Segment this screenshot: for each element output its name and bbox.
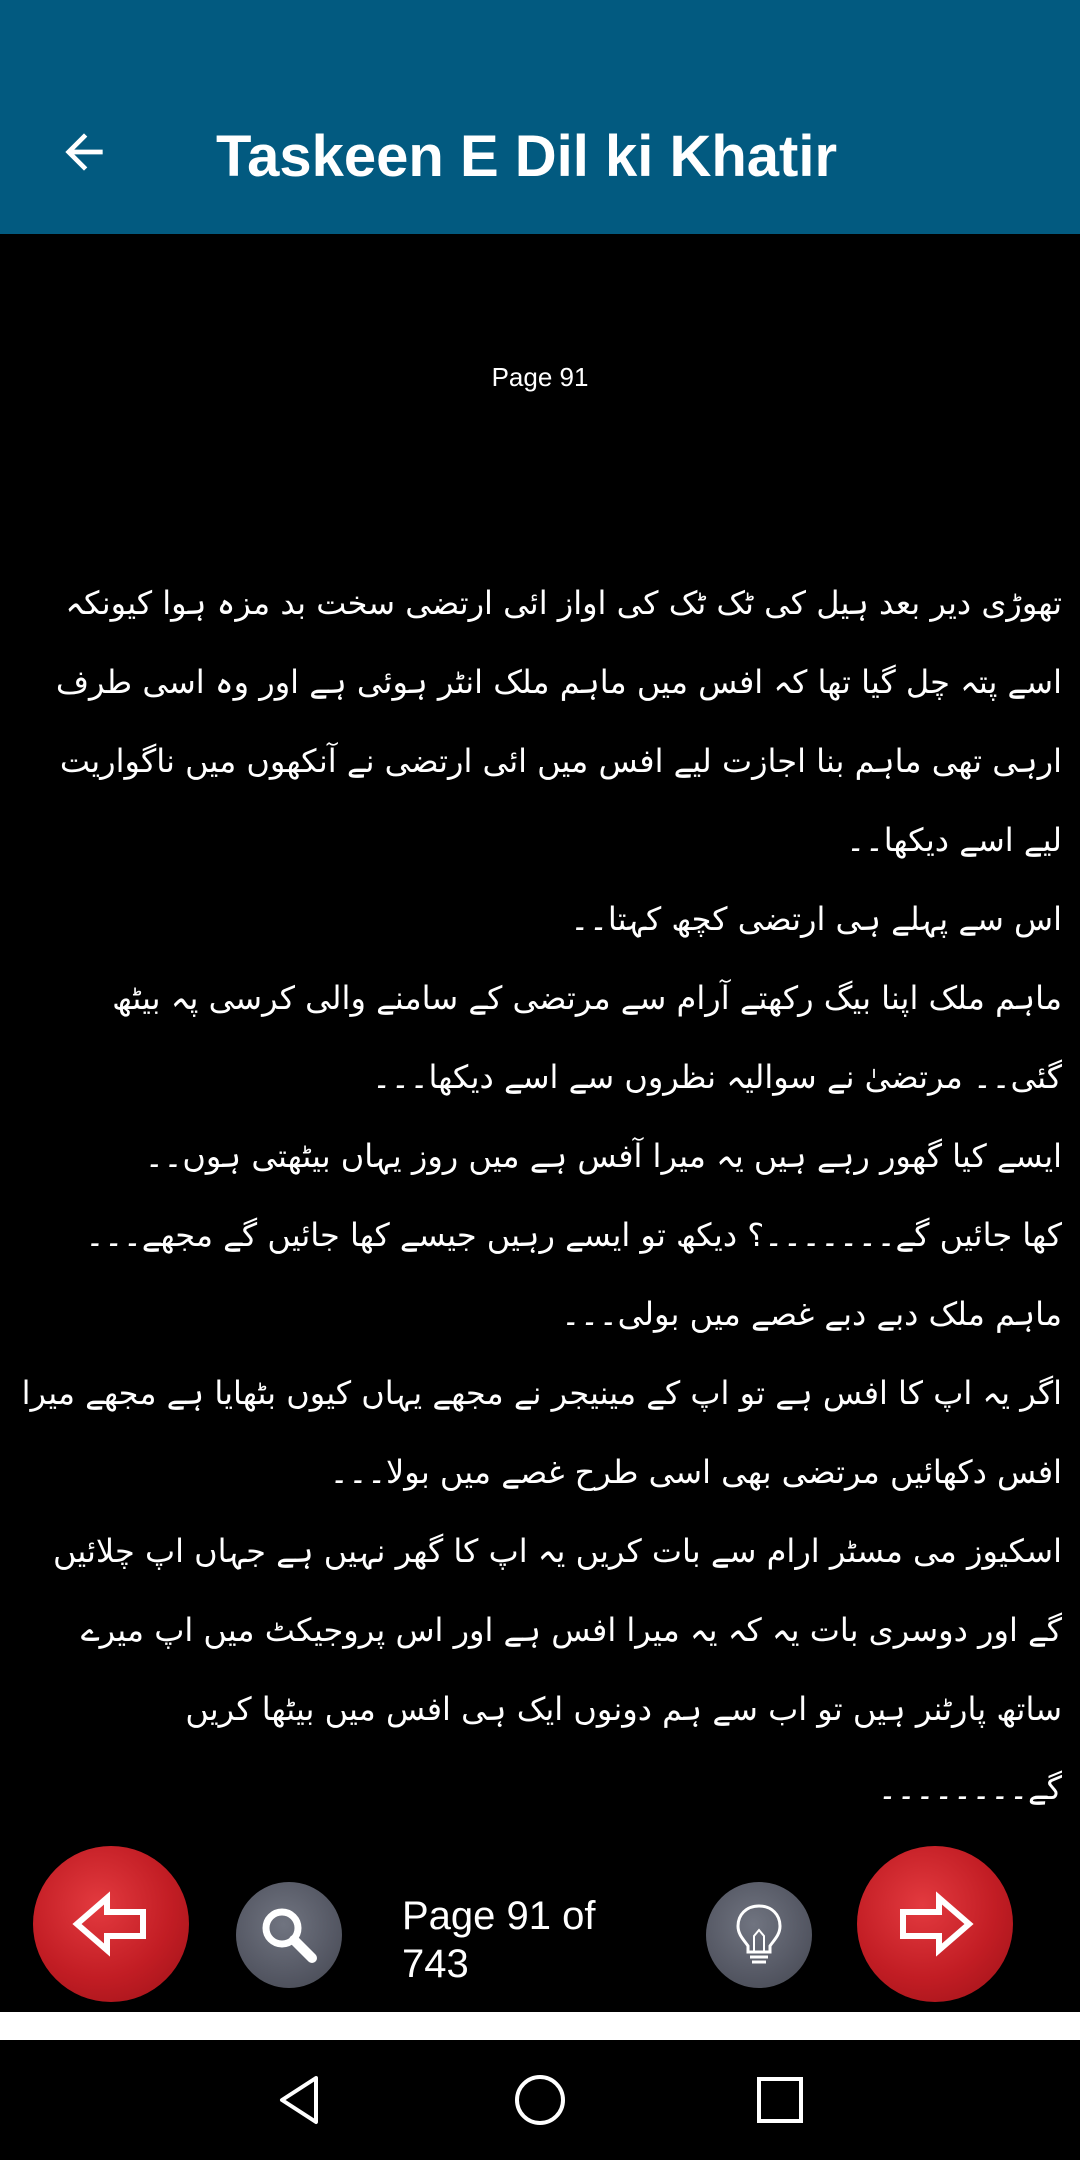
next-page-button[interactable] <box>857 1846 1013 2002</box>
paragraph: ایسے کیا گھور رہے ہیں یہ میرا آفس ہے میں روز یہاں بیٹھتی ہوں۔۔ <box>144 1137 1062 1175</box>
prev-page-button[interactable] <box>33 1846 189 2002</box>
paragraph: اگر یہ اپ کا افس ہے تو اپ کے مینیجر نے مجھے یہاں کیوں بٹھایا ہے مجھے میرا افس دکھائیں مرتضی بھی اسی طرح غصے میں بولا۔۔۔ <box>21 1374 1062 1491</box>
system-recents-button[interactable] <box>740 2060 820 2140</box>
arrow-left-icon <box>56 124 112 180</box>
app-bar <box>0 0 1080 234</box>
system-navigation-bar <box>0 2040 1080 2160</box>
divider-strip <box>0 2012 1080 2040</box>
lightbulb-icon <box>732 1900 786 1970</box>
prev-arrow-icon <box>71 1892 151 1956</box>
back-button[interactable] <box>48 116 120 188</box>
paragraph: ماہم ملک دبے دبے غصے میں بولی۔۔۔ <box>561 1295 1062 1333</box>
paragraph: کھا جائیں گے۔۔۔۔۔۔۔؟ دیکھ تو ایسے رہیں جیسے کھا جائیں گے مجھے۔۔۔ <box>85 1216 1062 1254</box>
search-button[interactable] <box>236 1882 342 1988</box>
reader-content[interactable] <box>0 234 1080 1838</box>
story-text <box>20 564 1062 1907</box>
system-back-button[interactable] <box>260 2060 340 2140</box>
page-counter: Page 91 of 743 <box>402 1894 596 1986</box>
nav-back-icon <box>272 2072 328 2128</box>
nav-recents-icon <box>752 2072 808 2128</box>
app-title: Taskeen E Dil ki Khatir <box>216 124 838 189</box>
search-icon <box>256 1902 322 1968</box>
nav-home-icon <box>512 2072 568 2128</box>
paragraph: اس سے پہلے ہی ارتضی کچھ کہتا۔۔ <box>570 900 1062 938</box>
system-home-button[interactable] <box>500 2060 580 2140</box>
page-marker: Page 91 <box>491 362 589 392</box>
reader-controls <box>0 1838 1080 2040</box>
next-arrow-icon <box>895 1892 975 1956</box>
paragraph: تھوڑی دیر بعد ہیل کی ٹک ٹک کی اواز ائی ارتضی سخت بد مزہ ہوا کیونکہ اسے پتہ چل گیا تھا کہ افس میں ماہم ملک انٹر ہوئی ہے اور وہ اسی طرف ارہی تھی ماہم بنا اجازت لیے افس میں ائی ارتضی نے آنکھوں میں ناگواریت لیے اسے دیکھا۔۔ <box>55 584 1062 859</box>
brightness-button[interactable] <box>706 1882 812 1988</box>
paragraph: ماہم ملک اپنا بیگ رکھتے آرام سے مرتضی کے سامنے والی کرسی پہ بیٹھ گئی۔۔ مرتضیٰ نے سوالیہ نظروں سے اسے دیکھا۔۔۔ <box>112 979 1062 1096</box>
paragraph: اسکیوز می مسٹر ارام سے بات کریں یہ اپ کا گھر نہیں ہے جہاں اپ چلائیں گے اور دوسری بات یہ کہ یہ میرا افس ہے اور اس پروجیکٹ میں اپ میرے ساتھ پارٹنر ہیں تو اب سے ہم دونوں ایک ہی افس میں بیٹھا کریں گے۔۔۔۔۔۔۔۔ <box>52 1532 1062 1807</box>
